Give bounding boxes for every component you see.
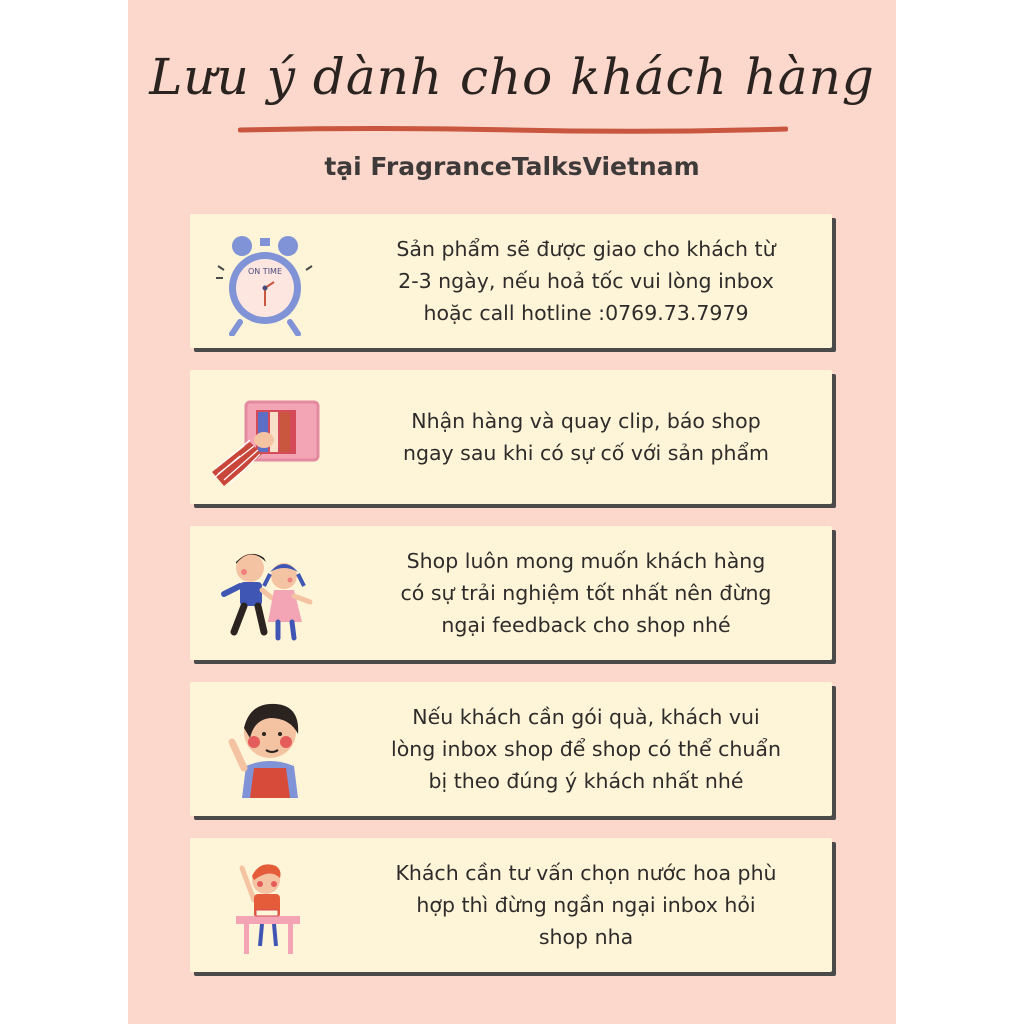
thinking-child-icon bbox=[210, 694, 320, 804]
card-text: Shop luôn mong muốn khách hàng có sự trải nghiệm tốt nhất nên đừng ngại feedback cho shop nhé bbox=[400, 549, 772, 637]
clock-label: ON TIME bbox=[247, 267, 283, 276]
info-card-unboxing bbox=[190, 370, 832, 504]
kids-holding-hands-icon bbox=[210, 538, 320, 648]
book-shelf-icon bbox=[210, 382, 320, 492]
alarm-clock-icon bbox=[210, 226, 320, 336]
student-raising-hand-icon bbox=[210, 850, 320, 960]
card-text: Nhận hàng và quay clip, báo shop ngay sau khi có sự cố với sản phẩm bbox=[402, 409, 770, 465]
page-subtitle: tại FragranceTalksVietnam bbox=[324, 152, 700, 181]
info-card-feedback bbox=[190, 526, 832, 660]
page-title: Lưu ý dành cho khách hàng bbox=[149, 48, 875, 106]
title-underline bbox=[238, 126, 788, 134]
info-card-consulting bbox=[190, 838, 832, 972]
card-text: Sản phẩm sẽ được giao cho khách từ 2-3 ngày, nếu hoả tốc vui lòng inbox hoặc call hotline :0769.73.7979 bbox=[396, 237, 776, 325]
info-card-gift-wrap bbox=[190, 682, 832, 816]
info-card-delivery bbox=[190, 214, 832, 348]
card-text: Nếu khách cần gói quà, khách vui lòng inbox shop để shop có thể chuẩn bị theo đúng ý khách nhất nhé bbox=[391, 705, 781, 793]
card-text: Khách cần tư vấn chọn nước hoa phù hợp thì đừng ngần ngại inbox hỏi shop nha bbox=[395, 861, 777, 949]
